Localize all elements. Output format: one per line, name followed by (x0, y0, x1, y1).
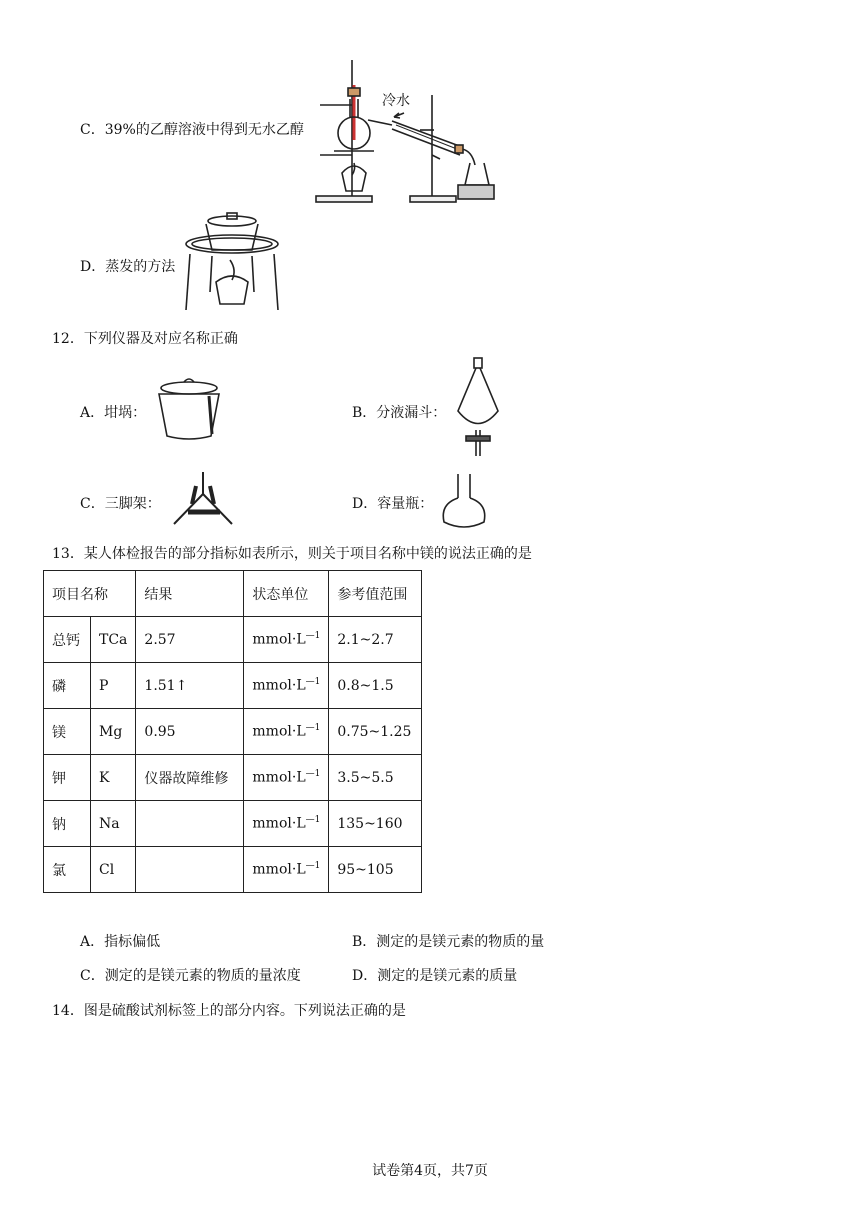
row-result: 1.51↑ (136, 663, 244, 709)
row-unit: $mmol\cdot L^{—1}$ (244, 709, 329, 755)
row-result: 仪器故障维修 (136, 755, 244, 801)
table-row (44, 709, 422, 755)
row-result (136, 847, 244, 893)
distillation-apparatus-image (312, 55, 502, 207)
question-14-stem: 14．图是硫酸试剂标签上的部分内容。下列说法正确的是 (52, 1003, 406, 1019)
row-symbol: Mg (91, 709, 136, 755)
volumetric-flask-image (436, 470, 492, 532)
table-row (44, 801, 422, 847)
question-13-stem: 13．某人体检报告的部分指标如表所示，则关于项目名称中镁的说法正确的是 (52, 546, 532, 562)
table-header-row (44, 571, 422, 617)
header-range: 参考值范围 (329, 571, 422, 617)
row-symbol: Cl (91, 847, 136, 893)
table-row (44, 663, 422, 709)
row-range: 3.5~5.5 (329, 755, 422, 801)
clay-triangle-image (168, 470, 238, 530)
table-row (44, 755, 422, 801)
row-unit: $mmol\cdot L^{—1}$ (244, 663, 329, 709)
header-unit: 状态单位 (244, 571, 329, 617)
row-result: 2.57 (136, 617, 244, 663)
crucible-image (154, 374, 224, 444)
row-name: 氯 (44, 847, 91, 893)
row-result (136, 801, 244, 847)
row-name: 钾 (44, 755, 91, 801)
row-result: 0.95 (136, 709, 244, 755)
row-name: 钠 (44, 801, 91, 847)
evaporation-apparatus-image (182, 212, 282, 314)
row-range: 0.8~1.5 (329, 663, 422, 709)
row-range: 95~105 (329, 847, 422, 893)
option-11c: C．39%的乙醇溶液中得到无水乙醇 (80, 122, 304, 138)
option-12b: B．分液漏斗： (352, 405, 447, 421)
report-table (43, 570, 422, 893)
row-symbol: K (91, 755, 136, 801)
row-range: 135~160 (329, 801, 422, 847)
option-12c: C．三脚架： (80, 496, 161, 512)
header-result: 结果 (136, 571, 244, 617)
option-12a: A．坩埚： (80, 405, 147, 421)
option-11d: D．蒸发的方法 (80, 259, 176, 275)
row-unit: $mmol\cdot L^{—1}$ (244, 755, 329, 801)
row-symbol: Na (91, 801, 136, 847)
separatory-funnel-image (450, 356, 506, 460)
option-13b: B．测定的是镁元素的物质的量 (352, 934, 545, 950)
row-name: 总钙 (44, 617, 91, 663)
row-unit: $mmol\cdot L^{—1}$ (244, 801, 329, 847)
row-unit: $mmol\cdot L^{—1}$ (244, 847, 329, 893)
page-footer: 试卷第4页，共7页 (372, 1163, 488, 1179)
row-range: 2.1~2.7 (329, 617, 422, 663)
cold-water-label: 冷水 (382, 92, 410, 108)
table-row (44, 847, 422, 893)
option-12d: D．容量瓶： (352, 496, 434, 512)
header-item-name: 项目名称 (44, 571, 136, 617)
row-range: 0.75~1.25 (329, 709, 422, 755)
row-symbol: P (91, 663, 136, 709)
row-symbol: TCa (91, 617, 136, 663)
option-13a: A．指标偏低 (80, 934, 161, 950)
row-unit: $mmol\cdot L^{—1}$ (244, 617, 329, 663)
question-12-stem: 12．下列仪器及对应名称正确 (52, 331, 238, 347)
option-13d: D．测定的是镁元素的质量 (352, 968, 518, 984)
row-name: 磷 (44, 663, 91, 709)
row-name: 镁 (44, 709, 91, 755)
option-13c: C．测定的是镁元素的物质的量浓度 (80, 968, 301, 984)
table-row (44, 617, 422, 663)
